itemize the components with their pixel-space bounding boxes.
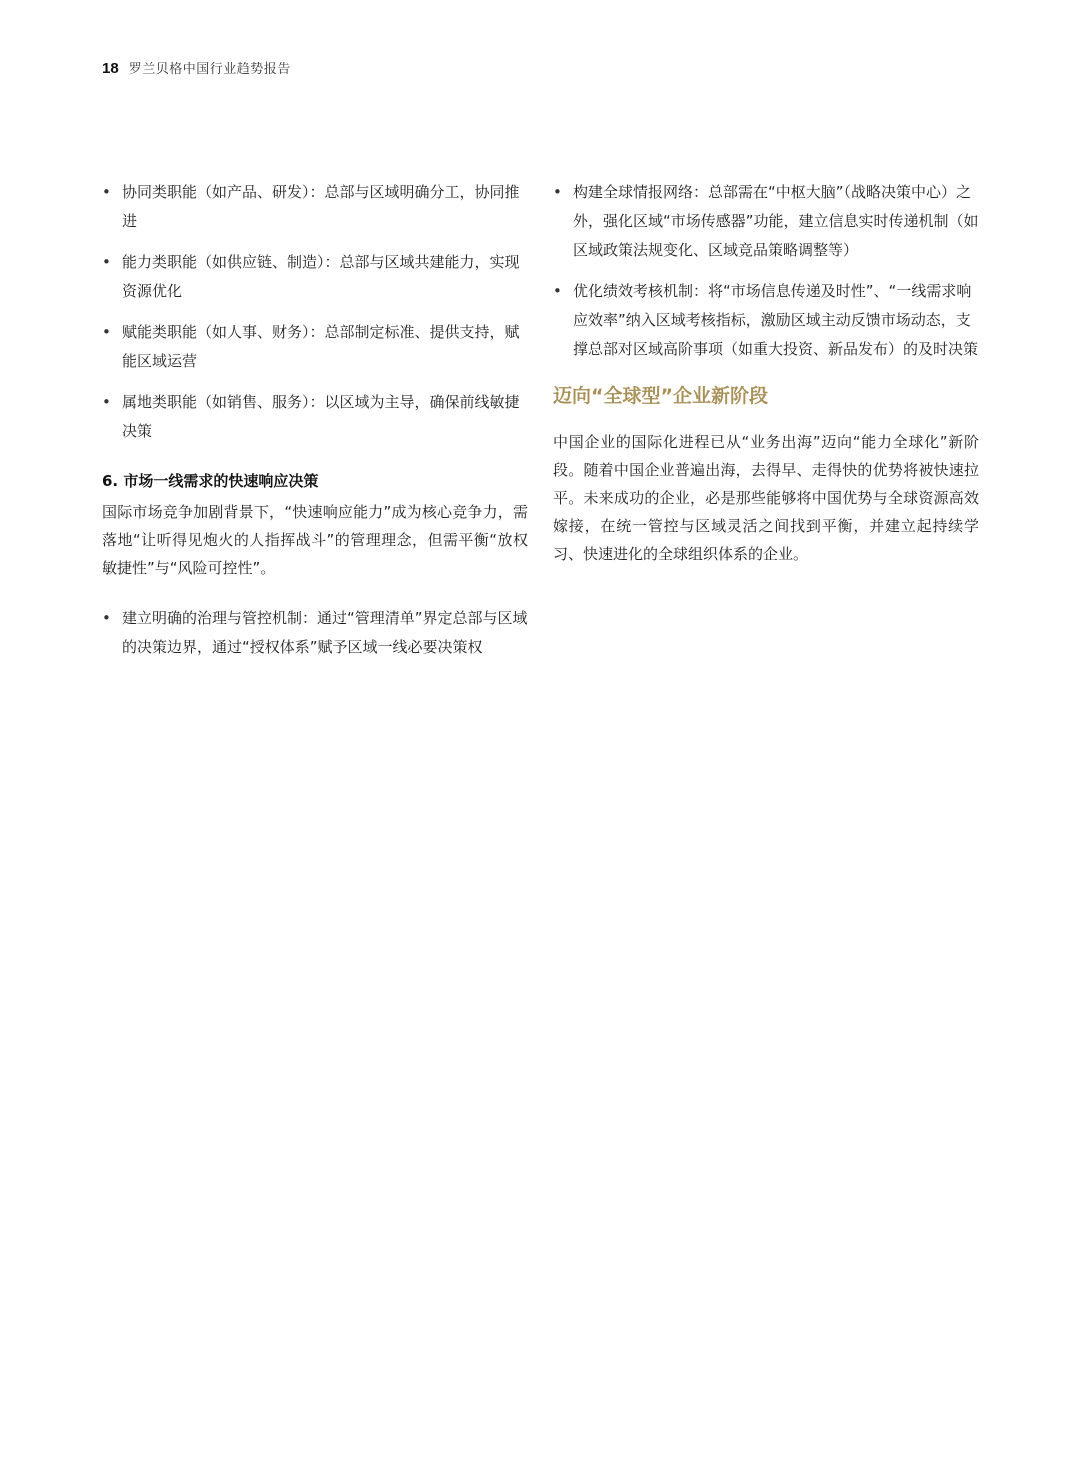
bullet-icon: •	[102, 393, 111, 411]
left-column	[102, 178, 528, 674]
page-number: 18	[102, 60, 119, 77]
governance-list	[102, 604, 528, 662]
right-column	[553, 178, 979, 590]
list-item-text: 构建全球情报网络：总部需在“中枢大脑”（战略决策中心）之外，强化区域“市场传感器”功能，建立信息实时传递机制（如区域政策法规变化、区域竞品策略调整等）	[573, 183, 979, 259]
page-header	[102, 58, 291, 77]
conclusion-paragraph: 中国企业的国际化进程已从“业务出海”迈向“能力全球化”新阶段。随着中国企业普遍出海，去得早、走得快的优势将被快速拉平。未来成功的企业，必是那些能够将中国优势与全球资源高效嫁接，在统一管控与区域灵活之间找到平衡，并建立起持续学习、快速进化的全球组织体系的企业。	[553, 433, 979, 563]
list-item	[102, 604, 528, 662]
list-item	[102, 248, 528, 306]
report-title: 罗兰贝格中国行业趋势报告	[128, 62, 291, 77]
list-item	[102, 318, 528, 376]
bullet-icon: •	[102, 183, 111, 201]
list-item	[553, 277, 979, 364]
section-paragraph: 国际市场竞争加剧背景下，“快速响应能力”成为核心竞争力，需落地“让听得见炮火的人指挥战斗”的管理理念，但需平衡“放权敏捷性”与“风险可控性”。	[102, 503, 528, 577]
function-types-list	[102, 178, 528, 446]
list-item-text: 优化绩效考核机制：将“市场信息传递及时性”、“一线需求响应效率”纳入区域考核指标，激励区域主动反馈市场动态，支撑总部对区域高阶事项（如重大投资、新品发布）的及时决策	[573, 282, 979, 358]
accent-heading: 迈向“全球型”企业新阶段	[553, 385, 768, 407]
list-item-text: 协同类职能（如产品、研发）：总部与区域明确分工，协同推进	[122, 183, 520, 230]
bullet-icon: •	[553, 183, 562, 201]
bullet-icon: •	[102, 323, 111, 341]
list-item-text: 属地类职能（如销售、服务）：以区域为主导，确保前线敏捷决策	[122, 393, 520, 440]
list-item	[102, 178, 528, 236]
list-item-text: 能力类职能（如供应链、制造）：总部与区域共建能力，实现资源优化	[122, 253, 520, 300]
list-item	[553, 178, 979, 265]
mechanism-list	[553, 178, 979, 364]
list-item-text: 建立明确的治理与管控机制：通过“管理清单”界定总部与区域的决策边界，通过“授权体系”赋予区域一线必要决策权	[122, 609, 528, 656]
bullet-icon: •	[102, 609, 111, 627]
list-item	[102, 388, 528, 446]
bullet-icon: •	[553, 282, 562, 300]
bullet-icon: •	[102, 253, 111, 271]
list-item-text: 赋能类职能（如人事、财务）：总部制定标准、提供支持，赋能区域运营	[122, 323, 520, 370]
section-heading: 6. 市场一线需求的快速响应决策	[102, 472, 319, 490]
